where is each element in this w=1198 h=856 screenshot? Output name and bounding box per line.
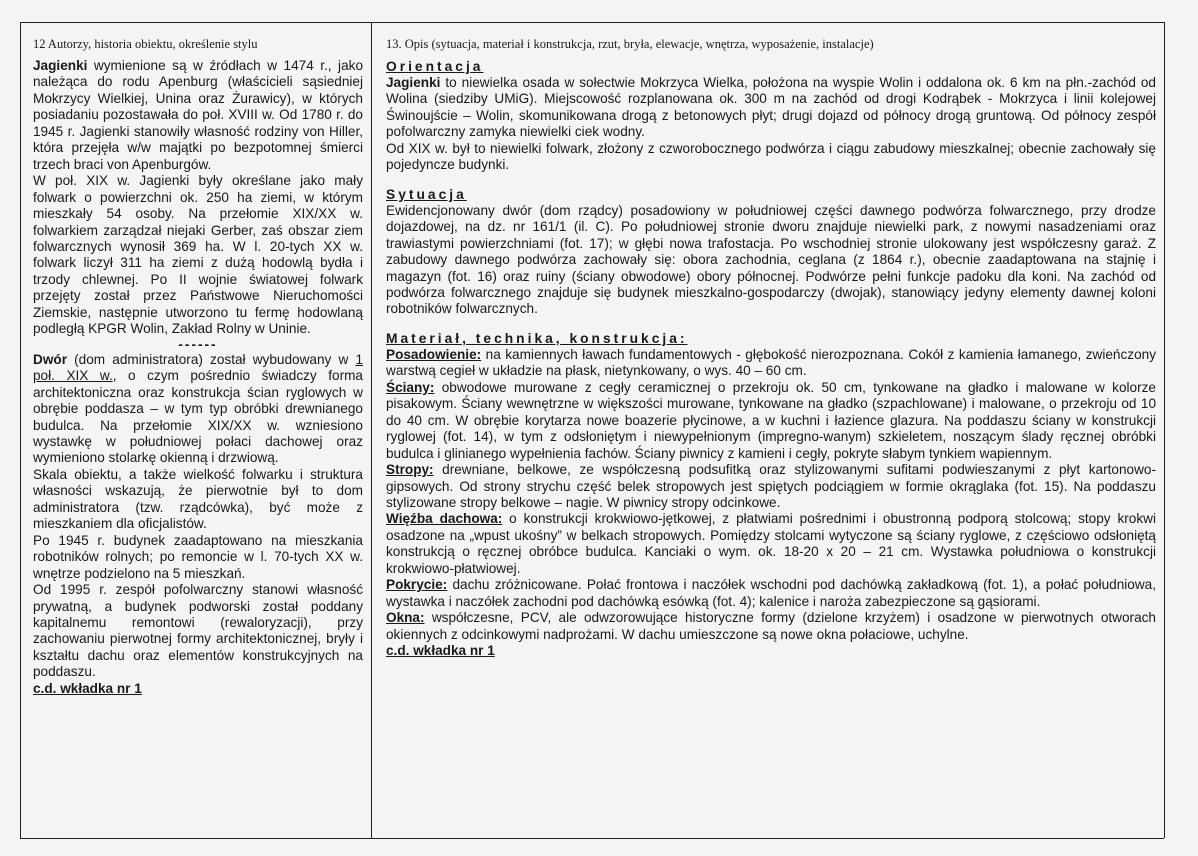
okna-paragraph (386, 610, 1156, 643)
posadowienie-text: na kamiennych ławach fundamentowych - głębokość nierozpoznana. Cokół z kamienia łamanego, zwieńczony warstwą cegieł w układzie na płask, nietynkowany, o wys. 40 – 60 cm. (386, 346, 1156, 379)
posadowienie-paragraph (386, 347, 1156, 380)
pokrycie-text: dachu zróżnicowane. Połać frontowa i naczółek wschodni pod dachówką zakładkową (fot. 1), a połać południowa, wystawka i naczółek zachodni pod dachówką esówką (fot. 4); kalenice i naroża zabezpieczone są gąsiorami. (386, 577, 1156, 609)
history-paragraph-3 (33, 352, 363, 467)
history-paragraph-5: Po 1945 r. budynek zaadaptowano na mieszkania robotników rolnych; po remoncie w l. 70-tych XX w. wnętrze podzielono na 5 mieszkań. (33, 532, 363, 581)
wiezba-text: o konstrukcji krokwiowo-jętkowej, z płatwiami pośrednimi i obustronną podporą stolcową; stopy krokwi osadzone na „wpust ukośny” w belkach stropowych. Pomiędzy stolcami wytyczone są ściany ryglowe, z częściowo odsłoniętą konstrukcją o ręcznej obróbce budulca. Kanciaki o wym. ok. 18-20 x 20 – 21 cm. Wystawka południowa o konstrukcji krokwiowo-płatwiowej. (386, 511, 1156, 576)
frame-right-border (1164, 22, 1165, 838)
left-continued-note: c.d. wkładka nr 1 (33, 680, 142, 696)
wiezba-paragraph (386, 511, 1156, 577)
posadowienie-label: Posadowienie: (386, 346, 482, 362)
orientacja-paragraph-2: Od XIX w. był to niewielki folwark, złożony z czworobocznego podwórza i ciągu zabudowy mieszkalnej; obecnie zachowały się pojedyncze budynki. (386, 140, 1156, 173)
orientacja-heading: Orientacja (386, 59, 484, 74)
okna-text: współczesne, PCV, ale odwzorowujące historyczne formy (dzielone krzyżem) i osadzone w pierwotnych otworach okiennych z odcinkowymi nadprożami. W dachu umieszczone są nowe okna połaciowe, uchylne. (386, 610, 1156, 642)
history-paragraph-4: Skala obiektu, a także wielkość folwarku i struktura własności wskazują, że pierwotnie był to dom administratora (tzw. rządcówka), być może z mieszkaniem dla oficjalistów. (33, 466, 363, 532)
manor-name-bold: Dwór (33, 351, 67, 367)
stropy-text: drewniane, belkowe, ze współczesną podsufitką oraz stylizowanymi sufitami podwieszanymi z płyt kartonowo-gipsowych. Od strony strychu część belek stropowych jest spiętych podciągiem w formie okrąglaka (fot. 15). Na poddaszu stylizowane stropy belkowe – nagie. W piwnicy stropy odcinkowe. (386, 462, 1156, 510)
history-paragraph-1 (33, 58, 363, 173)
history-paragraph-2: W poł. XIX w. Jagienki były określane jako mały folwark o powierzchni ok. 250 ha ziemi, w którym mieszkały 54 osoby. Na przełomie XIX/XX w. folwarkiem zarządzał niejaki Gerber, zaś obszar ziem folwarcznych wynosił 369 ha. W l. 20-tych XX w. folwark liczył 311 ha ziemi z dużą hodowlą bydła i trzody chlewnej. Po II wojnie światowej folwark przejęty został przez Państwowe Nieruchomości Ziemskie, następnie utworzono tu fermę hodowlaną podległą KPGR Wolin, Zakład Rolny w Uninie. (33, 173, 363, 337)
history-paragraph-3-text-b: , o czym pośrednio świadczy forma architektoniczna oraz konstrukcja ścian ryglowych w obrębie poddasza – w tym typ obróbki drewnianego budulca. Na przełomie XIX/XX w. wzniesiono wystawkę w południowej połaci dachowej oraz wymieniono stolarkę okienną i drzwiową. (33, 368, 363, 466)
orientacja-paragraph-1-text: to niewielka osada w sołectwie Mokrzyca Wielka, położona na wyspie Wolin i oddalona ok. 6 km na płn.-zachód od Wolina (siedziby UMiG). Miejscowość rozplanowana ok. 300 m na zachód od drogi Kodrąbek - Mokrzyca i linii kolejowej Świnoujście – Wolin, skomunikowana drogą z betonowych płyt; drugi dojazd od północy drogą gruntową. Od północy zespół pofolwarczny zamyka niewielki ciek wodny. (386, 75, 1156, 140)
stropy-paragraph (386, 462, 1156, 511)
frame-bottom-border (20, 838, 1164, 839)
frame-top-border (20, 22, 1164, 23)
material-heading: Materiał, technika, konstrukcja: (386, 330, 688, 346)
frame-left-border (20, 22, 21, 838)
history-paragraph-3-text-a: (dom administratora) został wybudowany w (66, 351, 356, 367)
orientacja-paragraph-1 (386, 75, 1156, 141)
sytuacja-heading: Sytuacja (386, 186, 467, 202)
left-section-header: 12 Autorzy, historia obiektu, określenie stylu (33, 37, 258, 51)
stropy-label: Stropy: (386, 462, 434, 478)
sciany-paragraph (386, 380, 1156, 462)
pokrycie-paragraph (386, 577, 1156, 610)
sciany-text: obwodowe murowane z cegły ceramicznej o przekroju ok. 50 cm, tynkowane na gładko i malowane w kolorze pisakowym. Ściany wewnętrzne w większości murowane, tynkowane na gładko (szpachlowane) i malowane, o przekroju od 10 do 40 cm. W obrębie korytarza nowe boazerie płycinowe, a w kuchni i łazience glazura. Na poddaszu ściany w konstrukcji ryglowej (fot. 14), w tym z odsłoniętym i niewypełnionym (impregno-wanym) szkieletem, noszącym ślady ręcznej obróbki budulca i glinianego wypełnienia fachów. Ściany piwnicy z kamieni i cegły, pokryte słabym tynkiem wapiennym. (386, 379, 1156, 461)
wiezba-label: Więźba dachowa: (386, 511, 503, 527)
left-column (33, 36, 363, 697)
column-divider (371, 22, 372, 838)
orientacja-place-bold: Jagienki (386, 75, 441, 90)
sytuacja-paragraph: Ewidencjonowany dwór (dom rządcy) posadowiony w południowej części dawnego podwórza folwarcznego, przy drodze dojazdowej, na dz. nr 161/1 (il. C). Po południowej stronie dworu znajduje niewielki park, z nowymi nasadzeniami oraz trawiastymi powierzchniami (fot. 17); w głębi nowa trafostacja. Po wschodniej stronie ulokowany jest współczesny garaż. Z zabudowy dawnego podwórza zachowały się: obora zachodnia, ceglana (z 1864 r.), obecnie zaadaptowana na stajnię i magazyn (fot. 16) oraz ruiny (ściany obwodowe) obory północnej. Podwórze pełni funkcje padoku dla koni. Na zachód od podwórza folwarcznego znajduje się budynek mieszkalno-gospodarczy (dwojak), stanowiący jedyny elementy dawnej koloni robotników folwarcznych. (386, 202, 1156, 317)
okna-label: Okna: (386, 610, 425, 626)
right-column (386, 36, 1156, 660)
section-separator: ------ (178, 336, 218, 352)
right-continued-note: c.d. wkładka nr 1 (386, 643, 495, 659)
place-name-bold: Jagienki (33, 58, 88, 73)
sciany-label: Ściany: (386, 379, 435, 395)
history-paragraph-6: Od 1995 r. zespół pofolwarczny stanowi własność prywatną, a budynek podworski został poddany kapitalnemu remontowi (rewaloryzacji), przy zachowaniu pierwotnej formy architektonicznej, bryły i kształtu dachu oraz elementów konstrukcyjnych na poddaszu. (33, 582, 363, 680)
pokrycie-label: Pokrycie: (386, 577, 448, 593)
history-paragraph-1-text: wymienione są w źródłach w 1474 r., jako należąca do rodu Apenburg (właścicieli sąsiedniej Mokrzycy Wielkiej, Unina oraz Żurawicy), w których posiadaniu pozostawała do poł. XVIII w. Od 1780 r. do 1945 r. Jagienki stanowiły własność rodziny von Hiller, która przejęła w/w majątki po bezpotomnej śmierci trzech braci von Apenburgów. (33, 58, 363, 172)
right-section-header: 13. Opis (sytuacja, materiał i konstrukcja, rzut, bryła, elewacje, wnętrza, wyposażenie, instalacje) (386, 37, 874, 51)
construction-date-underlined: 1 poł. XIX w. (33, 351, 363, 384)
